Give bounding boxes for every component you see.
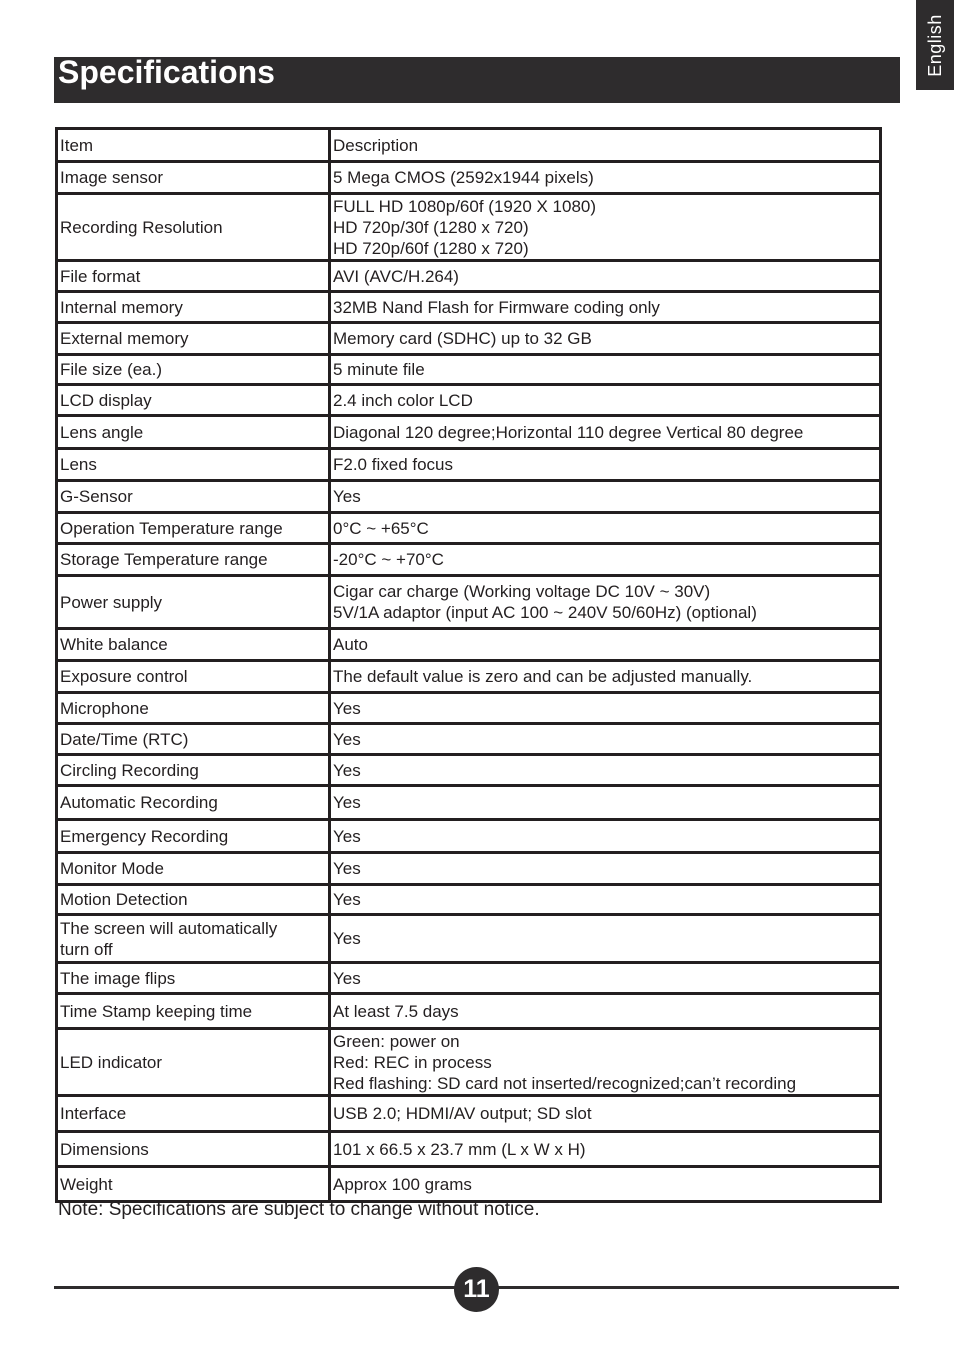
spec-description: Green: power on Red: REC in process Red flashing: SD card not inserted/recognized;can’t recording xyxy=(330,1029,881,1096)
spec-description: -20°C ~ +70°C xyxy=(330,544,881,576)
table-header-row xyxy=(57,129,881,162)
spec-description: Memory card (SDHC) up to 32 GB xyxy=(330,323,881,355)
spec-item: External memory xyxy=(57,323,330,355)
spec-item: Image sensor xyxy=(57,162,330,194)
spec-description: 0°C ~ +65°C xyxy=(330,513,881,544)
spec-item: The image flips xyxy=(57,963,330,994)
table-row xyxy=(57,544,881,576)
spec-item: Recording Resolution xyxy=(57,194,330,261)
spec-item: Lens angle xyxy=(57,416,330,449)
table-row xyxy=(57,853,881,885)
table-row xyxy=(57,194,881,261)
spec-description: Yes xyxy=(330,915,881,963)
table-row xyxy=(57,820,881,853)
spec-item: LED indicator xyxy=(57,1029,330,1096)
spec-item: White balance xyxy=(57,629,330,661)
language-tab xyxy=(916,0,954,90)
table-row xyxy=(57,513,881,544)
spec-description: Yes xyxy=(330,853,881,885)
spec-description: Diagonal 120 degree;Horizontal 110 degree Vertical 80 degree xyxy=(330,416,881,449)
spec-description: Yes xyxy=(330,820,881,853)
spec-item: Internal memory xyxy=(57,292,330,323)
spec-item: Time Stamp keeping time xyxy=(57,994,330,1029)
title-bar xyxy=(54,54,900,103)
table-row xyxy=(57,576,881,629)
spec-item: Emergency Recording xyxy=(57,820,330,853)
table-row xyxy=(57,963,881,994)
spec-item: Date/Time (RTC) xyxy=(57,724,330,755)
spec-description: Yes xyxy=(330,481,881,513)
spec-item: Weight xyxy=(57,1167,330,1202)
spec-item: The screen will automatically turn off xyxy=(57,915,330,963)
table-row xyxy=(57,1132,881,1167)
spec-description: Approx 100 grams xyxy=(330,1167,881,1202)
table-row xyxy=(57,449,881,481)
spec-description: 2.4 inch color LCD xyxy=(330,385,881,416)
spec-description: 5 Mega CMOS (2592x1944 pixels) xyxy=(330,162,881,194)
spec-item: G-Sensor xyxy=(57,481,330,513)
spec-item: Monitor Mode xyxy=(57,853,330,885)
table-row xyxy=(57,1096,881,1132)
page-number: 11 xyxy=(454,1267,499,1312)
page-title: Specifications xyxy=(58,54,275,90)
spec-item: Circling Recording xyxy=(57,755,330,786)
table-row xyxy=(57,693,881,724)
spec-description: Auto xyxy=(330,629,881,661)
spec-description: 32MB Nand Flash for Firmware coding only xyxy=(330,292,881,323)
table-row xyxy=(57,355,881,385)
header-item: Item xyxy=(57,129,330,162)
spec-description: Yes xyxy=(330,693,881,724)
spec-item: Dimensions xyxy=(57,1132,330,1167)
spec-description: USB 2.0; HDMI/AV output; SD slot xyxy=(330,1096,881,1132)
table-row xyxy=(57,1029,881,1096)
table-row xyxy=(57,292,881,323)
spec-description: Cigar car charge (Working voltage DC 10V ~ 30V) 5V/1A adaptor (input AC 100 ~ 240V 50/60Hz) (optional) xyxy=(330,576,881,629)
table-row xyxy=(57,629,881,661)
spec-item: Operation Temperature range xyxy=(57,513,330,544)
table-row xyxy=(57,755,881,786)
spec-item: File format xyxy=(57,261,330,292)
spec-description: 101 x 66.5 x 23.7 mm (L x W x H) xyxy=(330,1132,881,1167)
table-row xyxy=(57,724,881,755)
table-row xyxy=(57,481,881,513)
spec-description: Yes xyxy=(330,724,881,755)
spec-description: 5 minute file xyxy=(330,355,881,385)
table-row xyxy=(57,323,881,355)
spec-item: Interface xyxy=(57,1096,330,1132)
header-description: Description xyxy=(330,129,881,162)
spec-item: Microphone xyxy=(57,693,330,724)
spec-item: Motion Detection xyxy=(57,885,330,915)
table-row xyxy=(57,994,881,1029)
table-row xyxy=(57,915,881,963)
spec-item: LCD display xyxy=(57,385,330,416)
spec-item: File size (ea.) xyxy=(57,355,330,385)
spec-item: Automatic Recording xyxy=(57,786,330,820)
spec-description: Yes xyxy=(330,963,881,994)
table-row xyxy=(57,261,881,292)
spec-item: Exposure control xyxy=(57,661,330,693)
table-row xyxy=(57,416,881,449)
spec-item: Lens xyxy=(57,449,330,481)
spec-item: Storage Temperature range xyxy=(57,544,330,576)
table-row xyxy=(57,885,881,915)
table-row xyxy=(57,661,881,693)
table-row xyxy=(57,385,881,416)
footnote: Note: Specifications are subject to change without notice. xyxy=(58,1199,540,1220)
spec-description: Yes xyxy=(330,786,881,820)
table-row xyxy=(57,786,881,820)
spec-description: The default value is zero and can be adjusted manually. xyxy=(330,661,881,693)
spec-description: Yes xyxy=(330,755,881,786)
spec-description: FULL HD 1080p/60f (1920 X 1080) HD 720p/30f (1280 x 720) HD 720p/60f (1280 x 720) xyxy=(330,194,881,261)
table-row xyxy=(57,162,881,194)
specifications-table xyxy=(55,127,882,1203)
spec-description: Yes xyxy=(330,885,881,915)
table-row xyxy=(57,1167,881,1202)
language-tab-label: English xyxy=(924,13,945,77)
spec-item: Power supply xyxy=(57,576,330,629)
spec-description: AVI (AVC/H.264) xyxy=(330,261,881,292)
spec-description: At least 7.5 days xyxy=(330,994,881,1029)
spec-description: F2.0 fixed focus xyxy=(330,449,881,481)
